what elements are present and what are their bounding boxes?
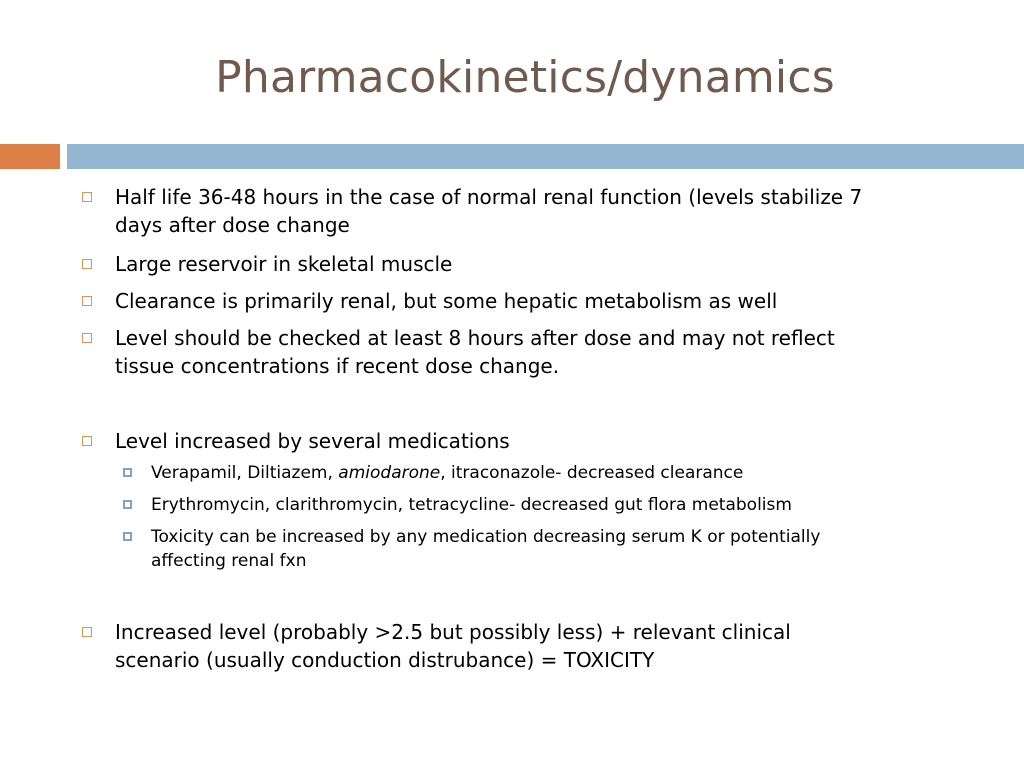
bullet-text: Level increased by several medications xyxy=(115,429,510,453)
accent-bar-orange xyxy=(0,144,60,169)
filled-square-bullet-icon xyxy=(123,468,132,477)
subbullet-verapamil xyxy=(80,461,980,485)
square-bullet-icon xyxy=(82,333,92,343)
bullet-text: scenario (usually conduction distrubance) = TOXICITY xyxy=(115,648,655,672)
accent-bar-blue xyxy=(67,144,1024,169)
subbullet-text: Verapamil, Diltiazem, xyxy=(151,463,339,483)
bullet-text: Half life 36-48 hours in the case of normal renal function (levels stabilize 7 xyxy=(115,185,863,209)
bullet-text: Increased level (probably >2.5 but possibly less) + relevant clinical xyxy=(115,620,791,644)
square-bullet-icon xyxy=(82,192,92,202)
bullet-text: Level should be checked at least 8 hours after dose and may not reflect xyxy=(115,326,835,350)
subbullet-text: Toxicity can be increased by any medication decreasing serum K or potentially xyxy=(151,527,821,547)
subbullet-emphasis: amiodarone xyxy=(338,463,441,483)
square-bullet-icon xyxy=(82,627,92,637)
bullet-text: days after dose change xyxy=(115,213,350,237)
bullet-text: Clearance is primarily renal, but some hepatic metabolism as well xyxy=(115,289,778,313)
subbullet-erythromycin xyxy=(80,493,980,517)
bullet-level-increased xyxy=(80,427,980,455)
bullet-half-life xyxy=(80,183,980,239)
bullet-reservoir xyxy=(80,250,980,278)
bullet-clearance xyxy=(80,287,980,315)
square-bullet-icon xyxy=(82,296,92,306)
filled-square-bullet-icon xyxy=(123,500,132,509)
subbullet-text: Erythromycin, clarithromycin, tetracycline- decreased gut flora metabolism xyxy=(151,495,792,515)
square-bullet-icon xyxy=(82,436,92,446)
bullet-level-check xyxy=(80,324,980,380)
subbullet-text: , itraconazole- decreased clearance xyxy=(440,463,744,483)
subbullet-text: affecting renal fxn xyxy=(151,551,307,571)
slide-body xyxy=(80,183,980,674)
bullet-toxicity xyxy=(80,618,980,674)
slide-title: Pharmacokinetics/dynamics xyxy=(215,52,835,103)
filled-square-bullet-icon xyxy=(123,532,132,541)
bullet-text: Large reservoir in skeletal muscle xyxy=(115,252,453,276)
bullet-text: tissue concentrations if recent dose change. xyxy=(115,354,560,378)
subbullet-toxicity xyxy=(80,525,980,573)
square-bullet-icon xyxy=(82,259,92,269)
